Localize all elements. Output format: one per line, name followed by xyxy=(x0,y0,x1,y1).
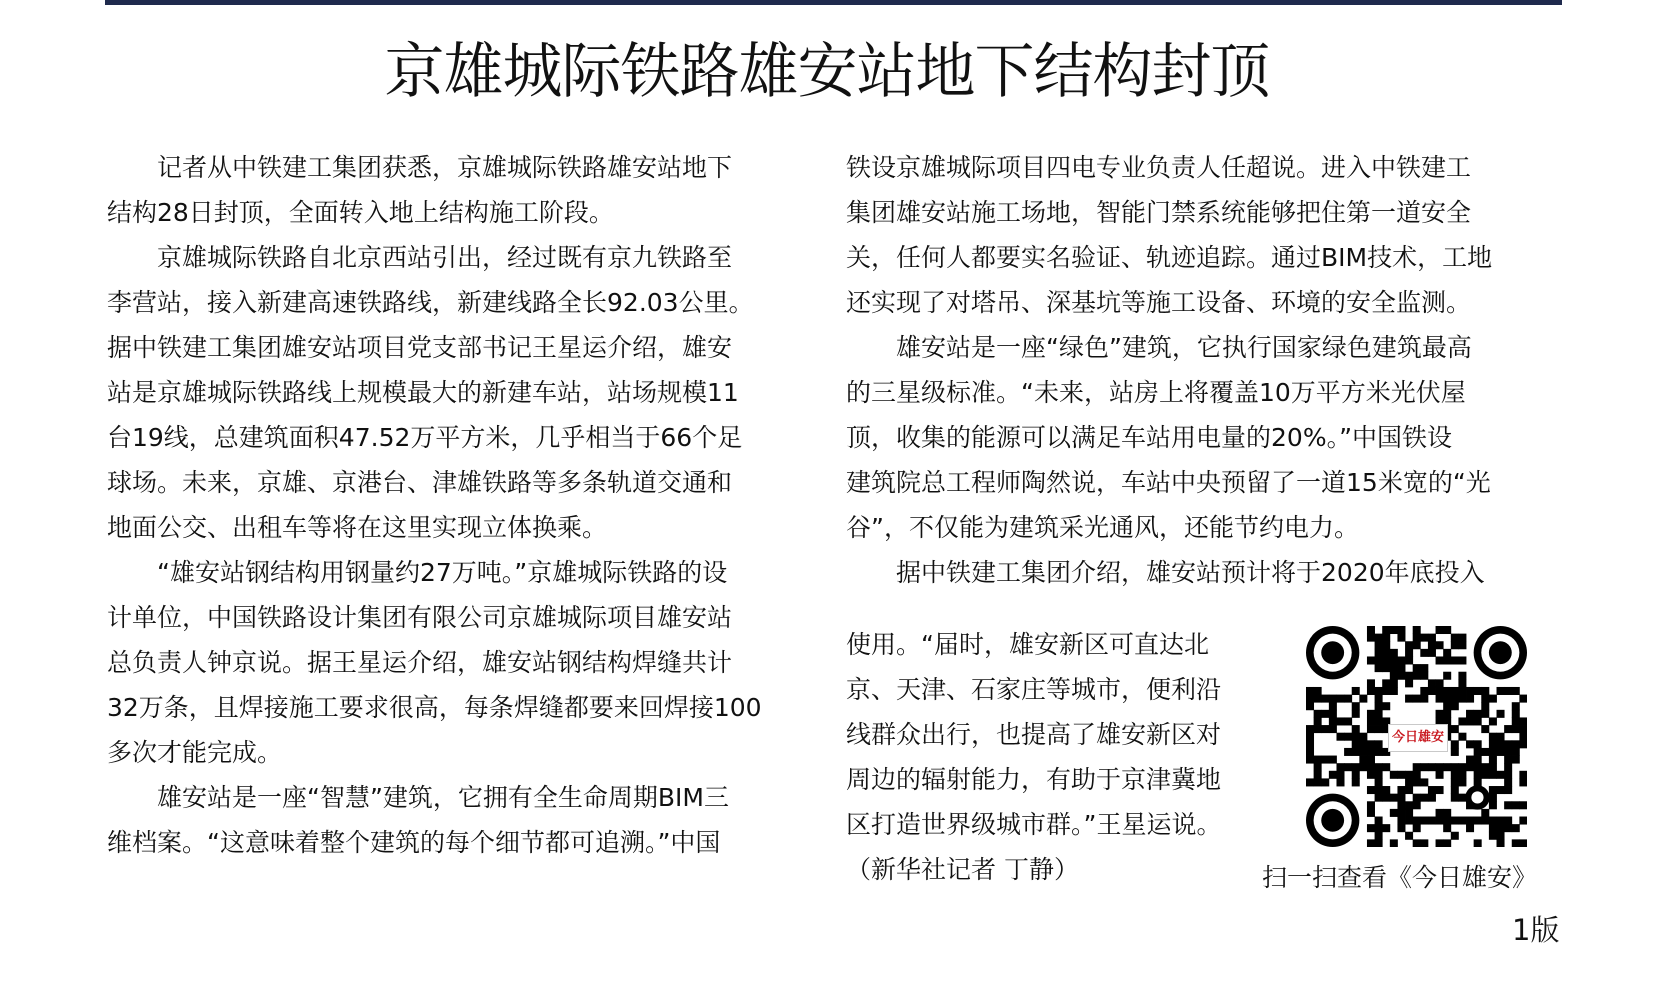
right-column xyxy=(846,145,1548,595)
qr-side-line: 区打造世界级城市群。”王星运说。 xyxy=(846,810,1222,839)
headline: 京雄城际铁路雄安站地下结构封顶 xyxy=(384,37,1270,107)
left-line: 计单位，中国铁路设计集团有限公司京雄城际项目雄安站 xyxy=(107,603,733,632)
left-line: 32万条，且焊接施工要求很高，每条焊缝都要来回焊接100 xyxy=(107,693,762,722)
left-line: 多次才能完成。 xyxy=(107,738,283,767)
right-line: 据中铁建工集团介绍，雄安站预计将于2020年底投入 xyxy=(896,558,1485,587)
left-line: 京雄城际铁路自北京西站引出，经过既有京九铁路至 xyxy=(157,243,733,272)
left-line: 台19线，总建筑面积47.52万平方米，几乎相当于66个足 xyxy=(107,423,743,452)
qr-side-line: 周边的辐射能力，有助于京津冀地 xyxy=(846,765,1222,794)
left-line: 地面公交、出租车等将在这里实现立体换乘。 xyxy=(107,513,608,542)
left-line: “雄安站钢结构用钢量约27万吨。”京雄城际铁路的设 xyxy=(157,558,728,587)
left-line: 据中铁建工集团雄安站项目党支部书记王星运介绍，雄安 xyxy=(107,333,733,362)
left-column xyxy=(107,145,807,865)
qr-side-line: 线群众出行，也提高了雄安新区对 xyxy=(846,720,1222,749)
qr-caption: 扫一扫查看《今日雄安》 xyxy=(1262,863,1538,892)
qr-code[interactable] xyxy=(1306,626,1527,847)
right-line: 建筑院总工程师陶然说，车站中央预留了一道15米宽的“光 xyxy=(846,468,1491,497)
left-line: 维档案。“这意味着整个建筑的每个细节都可追溯。”中国 xyxy=(107,828,721,857)
right-line: 顶，收集的能源可以满足车站用电量的20%。”中国铁设 xyxy=(846,423,1453,452)
qr-side-line: 使用。“届时，雄安新区可直达北 xyxy=(846,630,1209,659)
left-line: 结构28日封顶，全面转入地上结构施工阶段。 xyxy=(107,198,614,227)
left-line: 球场。未来，京雄、京港台、津雄铁路等多条轨道交通和 xyxy=(107,468,733,497)
page-label: 1版 xyxy=(1512,913,1560,947)
left-line: 雄安站是一座“智慧”建筑，它拥有全生命周期BIM三 xyxy=(157,783,729,812)
qr-side-line: 京、天津、石家庄等城市，便利沿 xyxy=(846,675,1222,704)
right-line: 铁设京雄城际项目四电专业负责人任超说。进入中铁建工 xyxy=(846,153,1472,182)
qr-side-text xyxy=(846,622,1266,892)
left-line: 记者从中铁建工集团获悉，京雄城际铁路雄安站地下 xyxy=(157,153,733,182)
right-line: 关，任何人都要实名验证、轨迹追踪。通过BIM技术，工地 xyxy=(846,243,1493,272)
left-line: 站是京雄城际铁路线上规模最大的新建车站，站场规模11 xyxy=(107,378,739,407)
right-line: 谷”，不仅能为建筑采光通风，还能节约电力。 xyxy=(846,513,1359,542)
right-line: 集团雄安站施工场地，智能门禁系统能够把住第一道安全 xyxy=(846,198,1472,227)
top-rule xyxy=(105,0,1562,5)
byline: （新华社记者 丁静） xyxy=(846,855,1079,884)
right-line: 还实现了对塔吊、深基坑等施工设备、环境的安全监测。 xyxy=(846,288,1472,317)
right-line: 雄安站是一座“绿色”建筑，它执行国家绿色建筑最高 xyxy=(896,333,1472,362)
qr-logo: 今日雄安 xyxy=(1388,724,1448,752)
left-line: 李营站，接入新建高速铁路线，新建线路全长92.03公里。 xyxy=(107,288,754,317)
right-line: 的三星级标准。“未来，站房上将覆盖10万平方米光伏屋 xyxy=(846,378,1466,407)
left-line: 总负责人钟京说。据王星运介绍，雄安站钢结构焊缝共计 xyxy=(107,648,733,677)
